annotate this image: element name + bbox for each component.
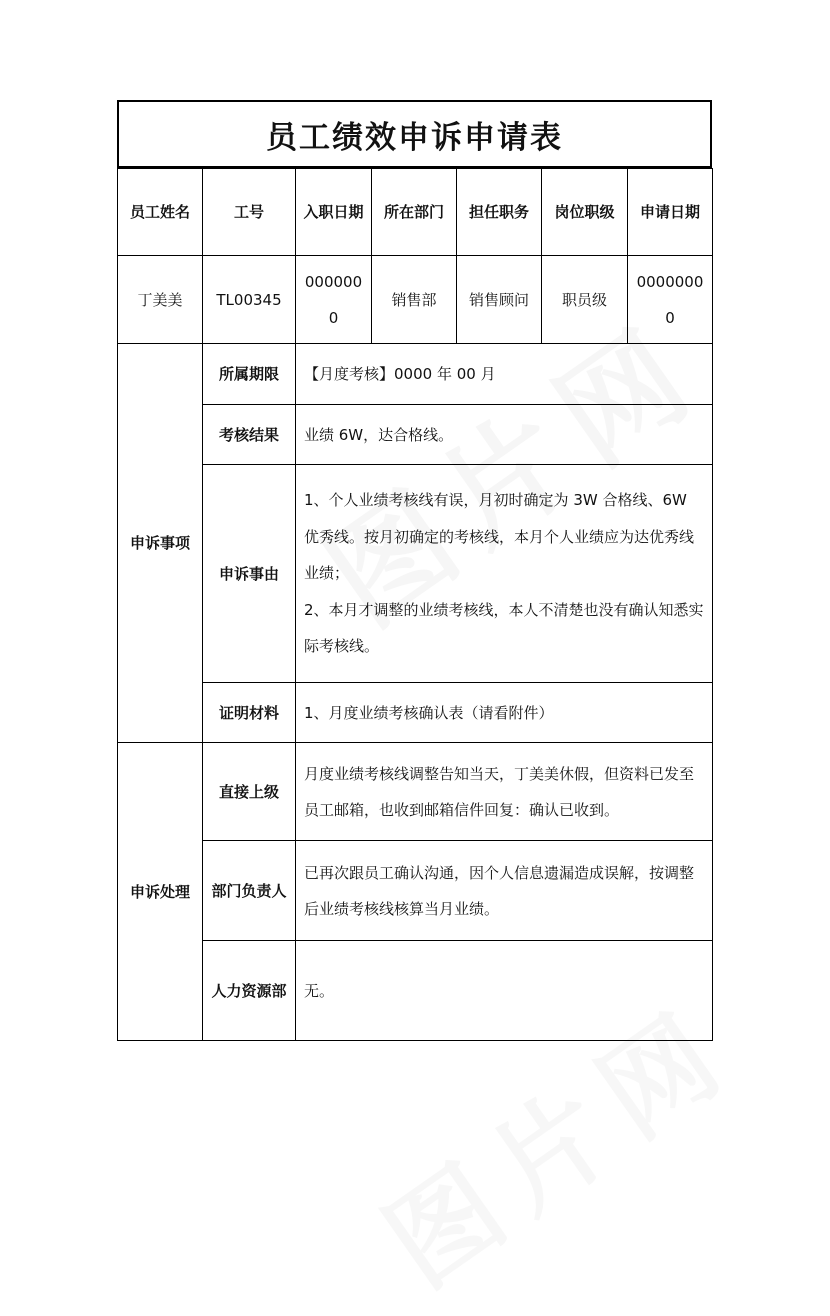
form-title-box — [117, 100, 712, 168]
supervisor-value: 月度业绩考核线调整告知当天，丁美美休假，但资料已发至员工邮箱，也收到邮箱信件回复：确认已收到。 — [296, 743, 713, 841]
evidence-value: 1、月度业绩考核确认表（请看附件） — [296, 683, 713, 743]
header-join-date: 入职日期 — [296, 169, 372, 256]
evidence-label: 证明材料 — [203, 683, 296, 743]
header-name: 员工姓名 — [118, 169, 203, 256]
hr-label: 人力资源部 — [203, 941, 296, 1041]
header-row — [118, 169, 713, 256]
employee-row — [118, 256, 713, 344]
reason-value — [296, 465, 713, 683]
appeal-section-label: 申诉事项 — [118, 344, 203, 743]
hr-value: 无。 — [296, 941, 713, 1041]
period-row — [118, 344, 713, 405]
dept-head-row — [118, 841, 713, 941]
result-label: 考核结果 — [203, 405, 296, 465]
supervisor-label: 直接上级 — [203, 743, 296, 841]
header-id: 工号 — [203, 169, 296, 256]
hr-row — [118, 941, 713, 1041]
appeal-form — [117, 100, 712, 1041]
dept-head-value: 已再次跟员工确认沟通，因个人信息遗漏造成误解，按调整后业绩考核线核算当月业绩。 — [296, 841, 713, 941]
employee-level: 职员级 — [542, 256, 628, 344]
period-label: 所属期限 — [203, 344, 296, 405]
employee-apply-date: 00000000 — [628, 256, 713, 344]
reason-item-2: 2、本月才调整的业绩考核线，本人不清楚也没有确认知悉实际考核线。 — [304, 600, 704, 656]
dept-head-label: 部门负责人 — [203, 841, 296, 941]
header-level: 岗位职级 — [542, 169, 628, 256]
supervisor-row — [118, 743, 713, 841]
reason-row — [118, 465, 713, 683]
result-value: 业绩 6W，达合格线。 — [296, 405, 713, 465]
employee-position: 销售顾问 — [457, 256, 542, 344]
handling-section-label: 申诉处理 — [118, 743, 203, 1041]
evidence-row — [118, 683, 713, 743]
form-title: 员工绩效申诉申请表 — [266, 119, 563, 156]
result-row — [118, 405, 713, 465]
employee-name: 丁美美 — [118, 256, 203, 344]
reason-label: 申诉事由 — [203, 465, 296, 683]
employee-join-date: 0000000 — [296, 256, 372, 344]
employee-dept: 销售部 — [372, 256, 457, 344]
reason-item-1: 1、个人业绩考核线有误，月初时确定为 3W 合格线、6W 优秀线。按月初确定的考核线，本月个人业绩应为达优秀线业绩； — [304, 491, 695, 583]
header-apply-date: 申请日期 — [628, 169, 713, 256]
header-dept: 所在部门 — [372, 169, 457, 256]
employee-id: TL00345 — [203, 256, 296, 344]
form-table — [117, 168, 713, 1041]
period-value: 【月度考核】0000 年 00 月 — [296, 344, 713, 405]
header-position: 担任职务 — [457, 169, 542, 256]
